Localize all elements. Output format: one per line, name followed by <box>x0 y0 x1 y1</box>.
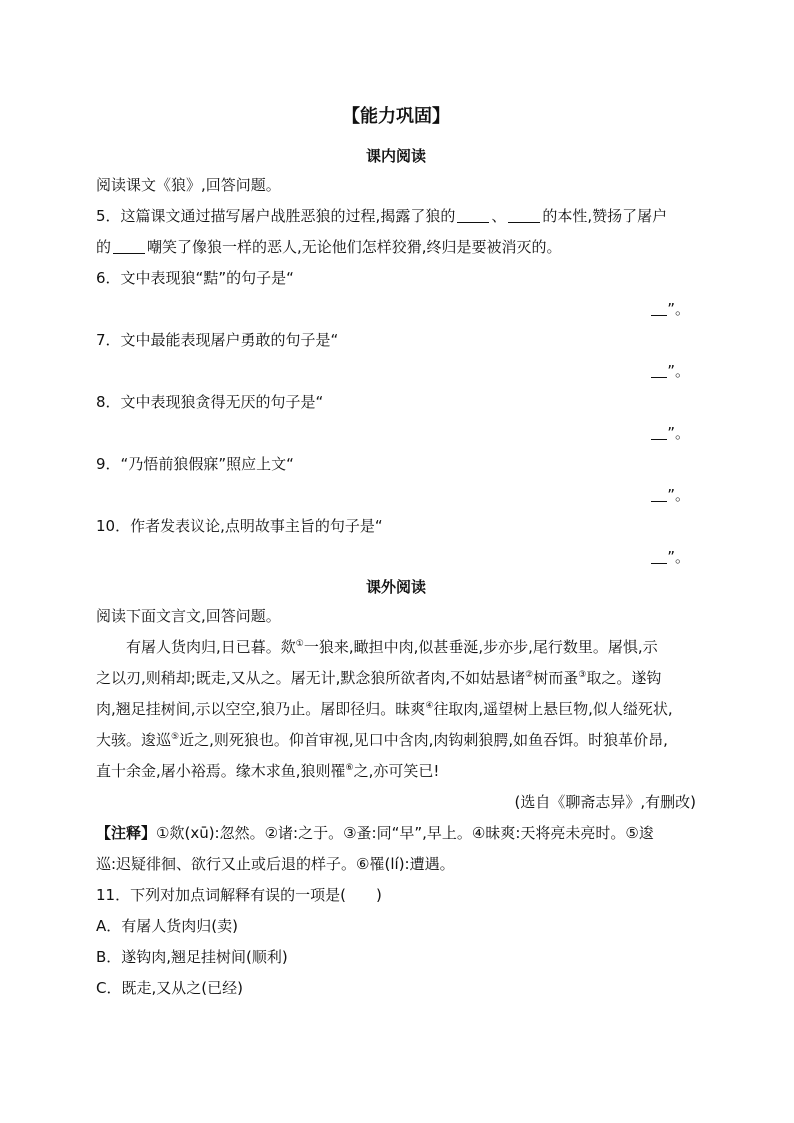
note-marker: ① <box>295 639 304 649</box>
question-8: 8．文中表现狼贪得无厌的句子是“ ”。 <box>96 393 690 442</box>
option-a[interactable]: A．有屠人货肉归(卖) <box>96 917 238 935</box>
question-5-line-1: 5．这篇课文通过描写屠户战胜恶狼的过程,揭露了狼的 、 的本性,赞扬了屠户 <box>96 207 668 225</box>
classical-passage: 有屠人货肉归,日已暮。欻①一狼来,瞰担中肉,似甚垂涎,步亦步,尾行数里。屠惧,示 之以刃,则稍却;既走,又从之。屠无计,默念狼所欲者肉,不如姑悬诸②树而蚤③取之。遂钩 肉,翘足挂树间,示以空空,狼乃止。屠即径归。昧爽④往取肉,遥望树上悬巨物,似人缢死状, 大骇。逡巡⑤近之,则死狼也。仰首审视,见口中含肉,肉钩刺狼腭,如鱼吞饵。时狼革价昂, 直十余金,屠小裕焉。缘木求鱼,狼则罹⑥之,亦可笑已! <box>96 638 673 780</box>
annotations: 【注释】①欻(xū):忽然。②诸:之于。③蚤:同“早”,早上。④昧爽:天将亮未亮时。⑤逡 巡:迟疑徘徊、欲行又止或后退的样子。⑥罹(lí):遭遇。 <box>96 824 654 873</box>
subsection-title-extracurricular: 课外阅读 <box>365 578 426 596</box>
intro-extracurricular: 阅读下面文言文,回答问题。 <box>96 607 281 625</box>
question-5-line-2: 的 嘲笑了像狼一样的恶人,无论他们怎样狡猾,终归是要被消灭的。 <box>96 238 562 256</box>
answer-blank[interactable] <box>651 361 667 378</box>
option-c[interactable]: C．既走,又从之(已经) <box>96 979 243 997</box>
note-marker: ⑤ <box>171 732 180 742</box>
answer-blank[interactable] <box>113 237 145 254</box>
answer-blank[interactable] <box>651 423 667 440</box>
annotations-label: 【注释】 <box>96 824 157 842</box>
question-11-stem: 11．下列对加点词解释有误的一项是( ) <box>96 886 382 904</box>
answer-blank[interactable] <box>508 206 540 223</box>
question-9: 9．“乃悟前狼假寐”照应上文“ ”。 <box>96 455 690 504</box>
subsection-title-in-class: 课内阅读 <box>365 147 426 165</box>
option-b[interactable]: B．遂钩肉,翘足挂树间(顺利) <box>96 948 288 966</box>
intro-in-class: 阅读课文《狼》,回答问题。 <box>96 176 281 194</box>
worksheet-page <box>96 100 696 1004</box>
note-marker: ④ <box>425 701 434 711</box>
answer-blank[interactable] <box>651 547 667 564</box>
question-11 <box>96 880 696 1004</box>
note-marker: ⑥ <box>345 763 354 773</box>
note-marker: ② <box>525 670 534 680</box>
section-heading: 【能力巩固】 <box>342 106 450 127</box>
answer-blank[interactable] <box>457 206 489 223</box>
question-10: 10．作者发表议论,点明故事主旨的句子是“ ”。 <box>96 517 690 566</box>
answer-blank[interactable] <box>651 299 667 316</box>
question-6: 6．文中表现狼“黠”的句子是“ ”。 <box>96 269 690 318</box>
answer-blank[interactable] <box>651 485 667 502</box>
note-marker: ③ <box>578 670 587 680</box>
passage-source: (选自《聊斋志异》,有删改) <box>514 793 696 811</box>
question-7: 7．文中最能表现屠户勇敢的句子是“ ”。 <box>96 331 690 380</box>
